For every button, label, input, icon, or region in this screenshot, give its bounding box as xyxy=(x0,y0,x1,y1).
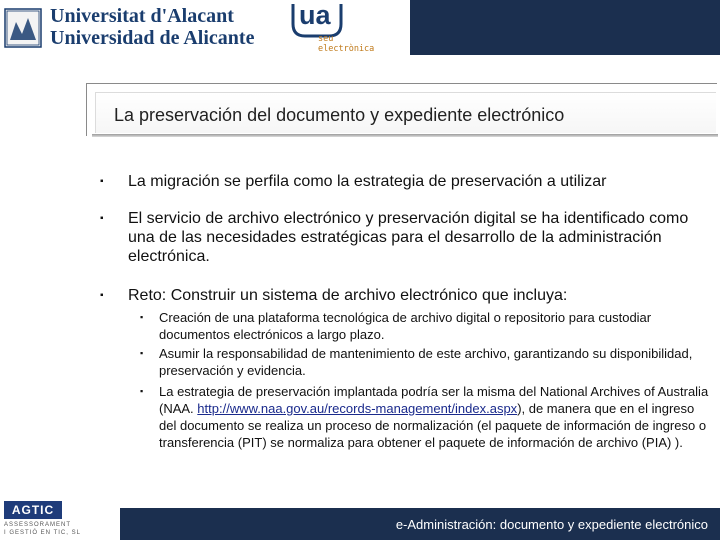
university-name-line2: Universidad de Alicante xyxy=(50,27,255,49)
header xyxy=(0,0,720,55)
university-logo[interactable] xyxy=(2,2,292,52)
footer-text: e-Administración: documento y expediente electrónico xyxy=(395,517,708,532)
bullet-icon: ▪ xyxy=(100,213,104,224)
slide-title: La preservación del documento y expediente electrónico xyxy=(114,105,565,125)
seu-caption-line1: seu xyxy=(318,34,334,44)
sub-bullet-icon: ▪ xyxy=(140,312,144,322)
sub-bullet-text: La estrategia de preservación implantada podría ser la misma del National Archives of Australia (NAA. xyxy=(159,384,709,416)
title-frame xyxy=(86,83,717,136)
university-shield-icon xyxy=(4,8,42,48)
title-panel xyxy=(95,92,716,133)
agtic-logo[interactable]: AGTIC xyxy=(4,501,62,519)
sub-bullet-text: ), de manera que en el ingreso del documento se realiza un proceso de normalización (el paquete de información de ingreso o transferencia (PIT) se normaliza para obtener el paquete de información de archivo (PIA) ). xyxy=(159,401,707,450)
seu-logo-letters: ua xyxy=(299,0,331,30)
agtic-logo-subtitle xyxy=(4,521,81,537)
sub-bullet-item: Asumir la responsabilidad de mantenimiento de este archivo, garantizando su disponibilidad, preservación y evidencia. xyxy=(159,346,693,378)
sub-bullet-item xyxy=(159,383,714,451)
agtic-subtitle-line1: ASSESSORAMENT xyxy=(4,522,72,528)
bullet-item: La migración se perfila como la estrategia de preservación a utilizar xyxy=(128,173,607,190)
seu-caption xyxy=(318,34,374,54)
sub-bullet-icon: ▪ xyxy=(140,348,144,358)
header-bar xyxy=(410,0,720,55)
bullet-icon: ▪ xyxy=(100,290,104,301)
sub-bullet-icon: ▪ xyxy=(140,386,144,396)
agtic-subtitle-line2: I GESTIÓ EN TIC, SL xyxy=(4,530,81,536)
footer-bar xyxy=(120,508,720,540)
seu-caption-line2: electrònica xyxy=(318,44,375,54)
title-underline xyxy=(92,134,718,137)
bullet-icon: ▪ xyxy=(100,176,104,187)
university-name xyxy=(50,5,254,49)
bullet-item: Reto: Construir un sistema de archivo electrónico que incluya: xyxy=(128,287,568,304)
naa-link[interactable]: http://www.naa.gov.au/records-management/index.aspx xyxy=(197,401,518,416)
sub-bullet-item: Creación de una plataforma tecnológica de archivo digital o repositorio para custodiar documentos electrónicos a largo plazo. xyxy=(159,310,652,342)
bullet-item: El servicio de archivo electrónico y preservación digital se ha identificado como una de las necesidades estratégicas para el desarrollo de la administración electrónica. xyxy=(128,210,689,265)
university-name-line1: Universitat d'Alacant xyxy=(50,5,234,27)
